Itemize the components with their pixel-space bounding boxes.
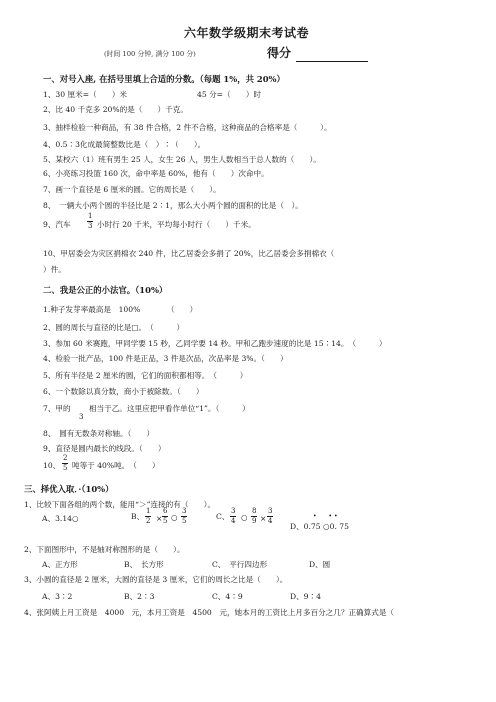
option-c-fraction-3 (267, 508, 273, 525)
s3-q1-option-d: D、0.75 ○0. 75 (290, 522, 349, 531)
s2-question-4: 4、检验一批产品，100 件是正品，3 件是次品，次品率是 3%。（ ） (43, 354, 288, 363)
s1-question-1b: 45 分=（ ）时 (197, 90, 262, 99)
s3-q3-option-c: C、4∶9 (212, 592, 243, 601)
fraction-numerator: 1 (146, 507, 151, 515)
fraction-denominator: 5 (182, 517, 187, 525)
fraction-numerator: 2 (63, 454, 68, 462)
s2-q7-suffix: 相当于乙。这里应把甲看作单位“1”。（ ） (89, 404, 250, 413)
s1-question-6: 6、小亮练习投篮 160 次，命中率是 60%，他有（ ）次命中。 (43, 169, 269, 178)
s2-q7-prefix: 7、甲的 (43, 404, 71, 413)
fraction-denominator: 3 (88, 222, 93, 230)
fraction-denominator: 4 (268, 517, 273, 525)
times-sign: × (260, 514, 267, 523)
fraction-numerator: 3 (268, 507, 273, 515)
s3-q2-option-c: C、 平行四边形 (212, 560, 268, 569)
s2-q10-fraction (62, 455, 68, 472)
section3-heading: 三、择优入取．·（10%） (24, 484, 114, 494)
s1-question-7: 7、画一个直径是 6 厘米的圆。它的周长是（ ）。 (43, 185, 221, 194)
fraction-denominator: 3 (79, 413, 84, 421)
s3-question-4: 4、张阿姨上月工资是 4000 元，本月工资是 4500 元，她本月的工资比上月多百分之几？正确算式是（ (24, 608, 395, 617)
s2-question-3: 3、参加 60 米赛跑，甲同学要 15 秒，乙同学要 14 秒。甲和乙跑步速度的比是 15∶14。 （ ） (43, 339, 387, 348)
s1-question-10-line2: ）件。 (43, 265, 66, 274)
fraction-numerator: 6 (163, 507, 168, 515)
option-b-label: B、 (131, 512, 145, 521)
s2-question-6: 6、一个数除以真分数，商小于被除数。（ ） (43, 387, 204, 396)
s1-q9-prefix: 9、汽车 (43, 220, 71, 229)
fraction-numerator: 8 (252, 507, 257, 515)
time-info: (时间 100 分钟, 满分 100 分) (104, 50, 196, 58)
s1-question-3: 3、抽样检验一种商品，有 38 件合格，2 件不合格，这种商品的合格率是（ ）。 (43, 123, 332, 132)
score-label: 得分 (267, 46, 292, 60)
option-b-fraction-2 (162, 508, 168, 525)
option-c-fraction-1 (230, 508, 236, 525)
compare-circle: ○ (241, 513, 248, 522)
fraction-denominator: 4 (231, 517, 236, 525)
option-b-fraction-3 (181, 508, 187, 525)
s3-q2-option-a: A、正方形 (42, 560, 78, 569)
fraction-numerator: 1 (88, 212, 93, 220)
s1-q9-suffix: 小时行 20 千米，平均每小时行（ ）千米。 (97, 220, 256, 229)
fraction-denominator: 5 (63, 464, 68, 472)
repeating-decimal-dots: • • • (313, 513, 338, 520)
s3-question-3: 3、小圆的直径是 2 厘米，大圆的直径是 3 厘米，它们的周长之比是（ ）。 (24, 575, 288, 584)
option-c-label: C、 (216, 512, 230, 521)
times-sign: × (156, 514, 163, 523)
s3-question-2: 2、下面图形中，不是轴对称图形的是（ ）。 (24, 545, 185, 554)
s3-q3-option-d: D、9∶4 (290, 592, 321, 601)
fraction-numerator: 3 (182, 507, 187, 515)
s1-question-8: 8、 一辆大小两个圆的半径比是 2∶1，那么大小两个圆的面积的比是（ ）。 (43, 201, 303, 210)
fraction-denominator: 5 (163, 517, 168, 525)
s1-question-5: 5、某校六（1）班有男生 25 人，女生 26 人，男生人数相当于总人数的（ ）。 (43, 155, 321, 164)
s2-q10-prefix: 10、 (43, 461, 61, 470)
option-c-fraction-2 (251, 508, 257, 525)
s1-question-10-line1: 10、甲居委会为灾区捐棉衣 240 件，比乙居委会多捐了 20%，比乙居委会多捐棉衣（ (43, 249, 335, 258)
s3-q2-option-b: B、 长方形 (124, 560, 164, 569)
s2-q10-suffix: 吨等于 40%吨。 （ ） (72, 461, 160, 470)
s3-question-1: 1、比较下面各组的两个数，能用“＞”连接的有（ ）。 (24, 500, 216, 509)
s3-q3-option-a: A、3∶2 (42, 592, 73, 601)
s1-question-4: 4、0.5∶3化成最简整数比是（ ）∶（ ）。 (43, 140, 206, 149)
s2-question-5: 5、所有半径是 2 厘米的圆，它们的面积都相等。 （ ） (43, 371, 248, 380)
s2-question-1: 1.种子发芽率最高是 100% （ ） (43, 305, 198, 314)
s2-question-9: 9、直径是圆内最长的线段。（ ） (43, 444, 166, 453)
score-blank-line (296, 61, 368, 62)
section2-heading: 二、我是公正的小法官。（10%） (43, 285, 168, 295)
section1-heading: 一、对号入座, 在括号里填上合适的分数。（每题 1%，共 20%） (43, 74, 285, 84)
s1-q9-fraction (87, 213, 93, 230)
fraction-denominator: 2 (146, 517, 151, 525)
s2-q7-fraction (78, 404, 84, 421)
s1-question-2: 2、比 40 千克多 20%的是（ ）千克。 (43, 105, 188, 114)
option-b-fraction-1 (145, 508, 151, 525)
s1-question-1a: 1、30 厘米=（ ）米 (43, 90, 128, 99)
s3-q3-option-b: B、2∶3 (124, 592, 155, 601)
s2-question-8: 8、 圆有无数条对称轴。（ ） (43, 429, 155, 438)
s3-q1-option-a: A、3.14○ (42, 514, 79, 523)
s3-q2-option-d: D、圆 (309, 560, 331, 569)
fraction-numerator: 3 (231, 507, 236, 515)
exam-title: 六年数学级期末考试卷 (184, 26, 310, 40)
fraction-denominator: 9 (252, 517, 257, 525)
compare-circle: ○ (171, 513, 178, 522)
s2-question-2: 2、圆的周长与直径的比是□。 （ ） (43, 323, 185, 332)
